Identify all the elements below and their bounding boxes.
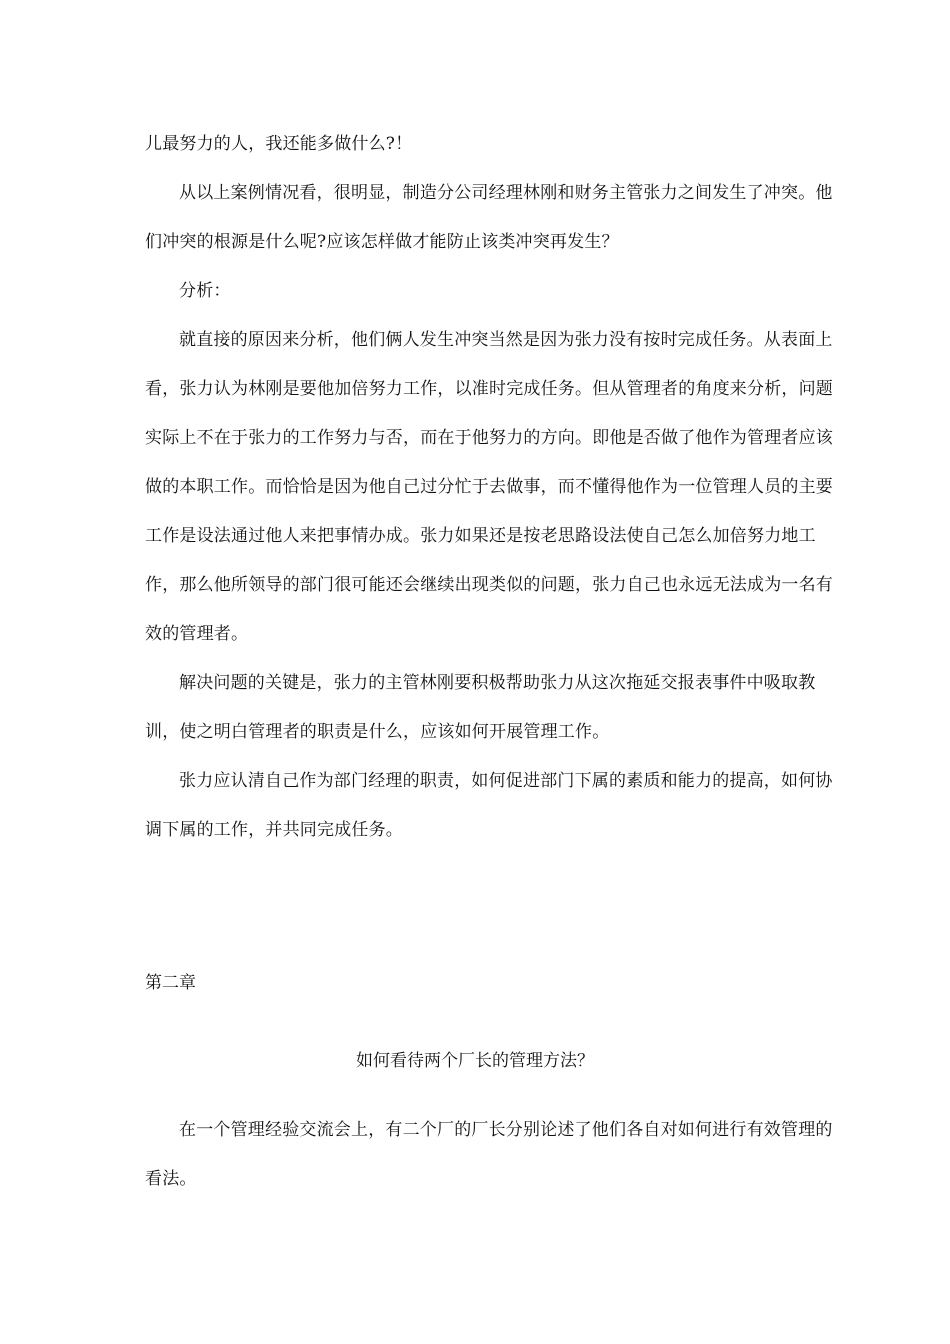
paragraph-line: 解决问题的关键是，张力的主管林刚要积极帮助张力从这次拖延交报表事件中吸取教 (179, 673, 816, 693)
paragraph-line: 效的管理者。 (145, 624, 249, 644)
paragraph-line: 训，使之明白管理者的职责是什么，应该如何开展管理工作。 (145, 722, 610, 742)
paragraph-line: 工作是设法通过他人来把事情办成。张力如果还是按老思路设法使自己怎么加倍努力地工 (145, 526, 816, 546)
section-label-analysis: 分析： (179, 281, 231, 301)
body-text-upper (145, 120, 833, 855)
paragraph-line: 调下属的工作，并共同完成任务。 (145, 820, 403, 840)
paragraph-line: 从以上案例情况看，很明显，制造分公司经理林刚和财务主管张力之间发生了冲突。他 (179, 183, 833, 203)
body-text-lower (145, 1106, 833, 1204)
chapter-heading: 第二章 (145, 973, 196, 993)
paragraph-line: 张力应认清自己作为部门经理的职责，如何促进部门下属的素质和能力的提高，如何协 (179, 771, 833, 791)
paragraph-line: 们冲突的根源是什么呢?应该怎样做才能防止该类冲突再发生？ (145, 232, 619, 252)
paragraph-line: 实际上不在于张力的工作努力与否，而在于他努力的方向。即他是否做了他作为管理者应该 (145, 428, 833, 448)
paragraph-line: 儿最努力的人，我还能多做什么?！ (145, 134, 413, 154)
paragraph-line: 作，那么他所领导的部门很可能还会继续出现类似的问题，张力自己也永远无法成为一名有 (145, 575, 833, 595)
paragraph-line: 看法。 (145, 1169, 197, 1189)
case-title: 如何看待两个厂长的管理方法？ (356, 1051, 594, 1071)
paragraph-line: 看，张力认为林刚是要他加倍努力工作，以准时完成任务。但从管理者的角度来分析，问题 (145, 379, 833, 399)
paragraph-line: 在一个管理经验交流会上，有二个厂的厂长分别论述了他们各自对如何进行有效管理的 (179, 1120, 833, 1140)
paragraph-line: 就直接的原因来分析，他们俩人发生冲突当然是因为张力没有按时完成任务。从表面上 (179, 330, 833, 350)
paragraph-line: 做的本职工作。而恰恰是因为他自己过分忙于去做事，而不懂得他作为一位管理人员的主要 (145, 477, 833, 497)
